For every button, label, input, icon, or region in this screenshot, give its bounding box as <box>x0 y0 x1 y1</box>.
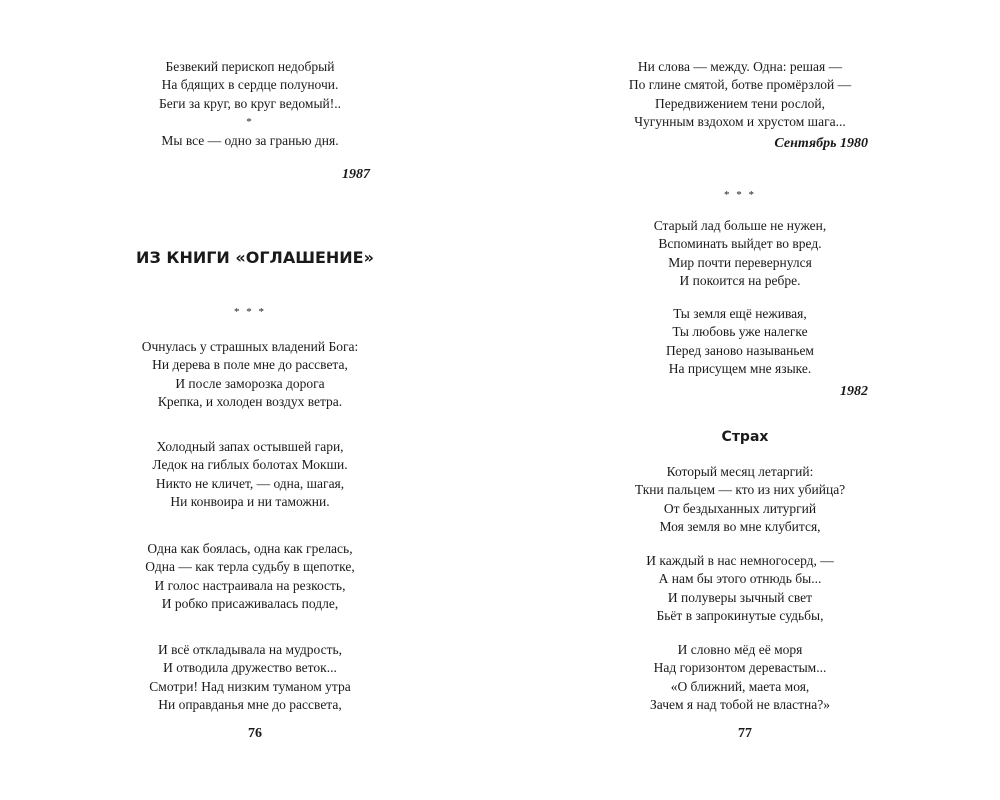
verse-line: А нам бы этого отнюдь бы... <box>658 571 822 587</box>
verse-line: Вспоминать выйдет во вред. <box>658 236 822 252</box>
stanza <box>600 217 880 291</box>
verse-line: Ледок на гиблых болотах Мокши. <box>152 457 348 473</box>
stanza <box>600 305 880 379</box>
verse-line: «О ближний, маета моя, <box>670 678 810 694</box>
poem-date: Сентябрь 1980 <box>774 136 868 151</box>
verse-line: Ни конвоира и ни таможни. <box>170 494 330 510</box>
poem-ending <box>600 58 880 132</box>
poem-date: 1987 <box>342 167 370 182</box>
verse-line: На присущем мне языке. <box>668 361 812 377</box>
star-separator: * <box>246 116 254 128</box>
verse-line: Который месяц летаргий: <box>666 464 814 479</box>
verse-line: От бездыханных литургий <box>663 500 817 516</box>
verse-line: И голос настраивала на резкость, <box>154 577 346 593</box>
verse-line: И всё откладывала на мудрость, <box>157 642 343 657</box>
verse-line: Одна как боялась, одна как грелась, <box>147 541 353 556</box>
verse-line: И каждый в нас немногосерд, — <box>646 553 834 568</box>
poem-ending <box>110 58 390 113</box>
verse-line: И отводила дружество веток... <box>163 660 337 676</box>
separator: * * * <box>234 306 266 318</box>
poem-date: 1982 <box>840 384 868 399</box>
page-number: 76 <box>248 726 262 741</box>
verse-line: Мир почти перевернулся <box>668 254 812 270</box>
verse-line: Холодный запах остывшей гари, <box>156 439 344 454</box>
stanza <box>110 540 390 614</box>
verse-line: И полуверы зычный свет <box>667 589 813 605</box>
verse-line: И словно мёд её моря <box>677 642 803 657</box>
verse-line: Никто не кличет, — одна, шагая, <box>155 475 345 491</box>
stanza <box>110 338 390 412</box>
verse-line: Одна — как терла судьбу в щепотке, <box>145 559 355 575</box>
verse-line: Над горизонтом деревастым... <box>653 660 827 676</box>
verse-line: Смотри! Над низким туманом утра <box>149 678 351 694</box>
verse-line: Передвижением тени рослой, <box>655 95 825 111</box>
verse-line: По глине смятой, ботве промёрзлой — <box>628 77 852 93</box>
verse-line: Чугунным вздохом и хрустом шага... <box>634 114 846 130</box>
verse-line: Перед заново называньем <box>666 342 814 358</box>
stanza <box>600 463 880 537</box>
stanza <box>110 641 390 715</box>
verse-line: Зачем я над тобой не властна?» <box>649 697 830 713</box>
verse-line: Ткни пальцем — кто из них убийца? <box>634 482 846 498</box>
verse-line: На бдящих в сердце полуночи. <box>161 77 339 93</box>
verse-line: Безвекий перископ недобрый <box>165 59 335 74</box>
stanza <box>600 641 880 715</box>
verse-line: Крепка, и холоден воздух ветра. <box>157 394 343 410</box>
verse-line: Бьёт в запрокинутые судьбы, <box>656 608 824 624</box>
closing-line: Мы все — одно за гранью дня. <box>161 133 339 148</box>
verse-line: Моя земля во мне клубится, <box>659 519 821 535</box>
verse-line: Старый лад больше не нужен, <box>653 218 827 233</box>
verse-line: Ни слова — между. Одна: решая — <box>637 59 843 74</box>
verse-line: Очнулась у страшных владений Бога: <box>141 339 359 354</box>
verse-line: Ни оправданья мне до рассвета, <box>158 697 342 713</box>
stanza <box>110 438 390 512</box>
separator: * * * <box>724 189 756 201</box>
page-number: 77 <box>738 726 752 741</box>
poem-title: Страх <box>721 429 769 445</box>
verse-line: Ты любовь уже налегке <box>672 324 808 340</box>
section-title: ИЗ КНИГИ «ОГЛАШЕНИЕ» <box>136 248 374 267</box>
verse-line: Ты земля ещё неживая, <box>673 306 807 321</box>
verse-line: И робко присаживалась подле, <box>161 596 339 612</box>
verse-line: Ни дерева в поле мне до рассвета, <box>152 357 348 373</box>
verse-line: И покоится на ребре. <box>679 273 801 289</box>
verse-line: И после заморозка дорога <box>175 375 325 391</box>
verse-line: Беги за круг, во круг ведомый!.. <box>159 95 341 111</box>
stanza <box>600 552 880 626</box>
